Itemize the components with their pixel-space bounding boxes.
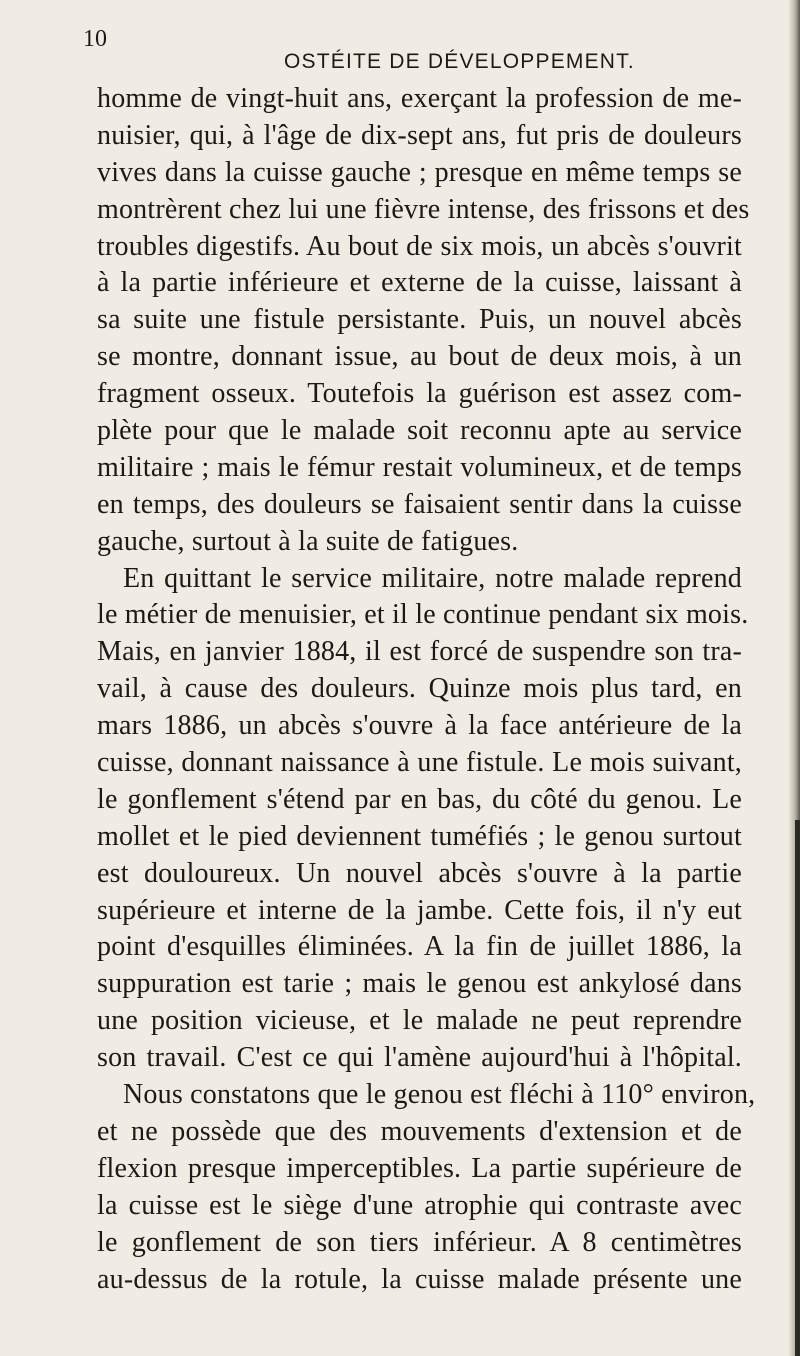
text-line: cuisse, donnant naissance à une fistule. Le mois suivant,	[97, 747, 742, 779]
text-line: une position vicieuse, et le malade ne peut reprendre	[97, 1005, 742, 1037]
text-line: à la partie inférieure et externe de la cuisse, laissant à	[97, 267, 742, 299]
text-line: plète pour que le malade soit reconnu apte au service	[97, 415, 742, 447]
body-text	[97, 81, 756, 1298]
text-line: supérieure et interne de la jambe. Cette fois, il n'y eut	[97, 894, 742, 926]
running-title: OSTÉITE DE DÉVELOPPEMENT.	[284, 50, 635, 73]
page-edge-binding	[795, 820, 800, 1356]
text-line: fragment osseux. Toutefois la guérison est assez com-	[97, 378, 742, 410]
text-line: vail, à cause des douleurs. Quinze mois plus tard, en	[97, 673, 742, 705]
text-line: au-dessus de la rotule, la cuisse malade présente une	[97, 1263, 742, 1295]
text-line: gauche, surtout à la suite de fatigues.	[97, 525, 519, 557]
text-line: montrèrent chez lui une fièvre intense, des frissons et des	[97, 193, 750, 225]
text-line: le métier de menuisier, et il le continue pendant six mois.	[97, 599, 749, 631]
text-line: nuisier, qui, à l'âge de dix-sept ans, fut pris de douleurs	[97, 119, 742, 151]
text-line: mollet et le pied deviennent tuméfiés ; le genou surtout	[97, 820, 742, 852]
text-line: est douloureux. Un nouvel abcès s'ouvre à la partie	[97, 857, 742, 889]
text-line: flexion presque imperceptibles. La partie supérieure de	[97, 1152, 742, 1184]
text-line: mars 1886, un abcès s'ouvre à la face antérieure de la	[97, 710, 742, 742]
text-line: son travail. C'est ce qui l'amène aujourd'hui à l'hôpital.	[97, 1042, 742, 1074]
text-line: Nous constatons que le genou est fléchi à 110° environ,	[123, 1079, 756, 1111]
text-line: homme de vingt-huit ans, exerçant la profession de me-	[97, 83, 742, 114]
text-line: et ne possède que des mouvements d'extension et de	[97, 1115, 742, 1147]
text-line: vives dans la cuisse gauche ; presque en même temps se	[97, 156, 742, 188]
text-line: le gonflement de son tiers inférieur. A 8 centimètres	[97, 1226, 742, 1258]
page-number: 10	[83, 26, 107, 52]
text-line: Mais, en janvier 1884, il est forcé de suspendre son tra-	[97, 636, 742, 668]
text-line: En quittant le service militaire, notre malade reprend	[123, 562, 742, 594]
text-line: troubles digestifs. Au bout de six mois, un abcès s'ouvrit	[97, 230, 742, 262]
text-line: la cuisse est le siège d'une atrophie qui contraste avec	[97, 1189, 742, 1221]
text-line: le gonflement s'étend par en bas, du côté du genou. Le	[97, 783, 742, 815]
text-line: point d'esquilles éliminées. A la fin de juillet 1886, la	[97, 931, 742, 963]
text-line: militaire ; mais le fémur restait volumineux, et de temps	[97, 451, 742, 483]
text-line: en temps, des douleurs se faisaient sentir dans la cuisse	[97, 488, 742, 520]
text-line: se montre, donnant issue, au bout de deux mois, à un	[97, 341, 742, 373]
text-line: suppuration est tarie ; mais le genou est ankylosé dans	[97, 968, 742, 1000]
text-line: sa suite une fistule persistante. Puis, un nouvel abcès	[97, 304, 742, 336]
